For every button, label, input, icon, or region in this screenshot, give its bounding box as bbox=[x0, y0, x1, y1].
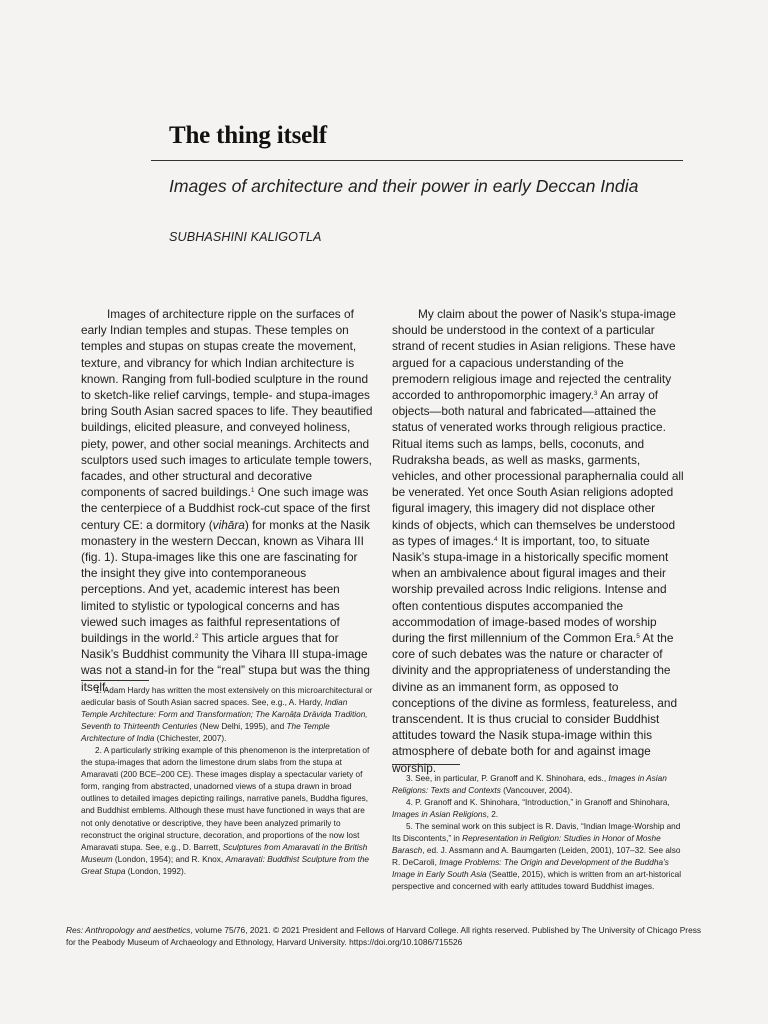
footnote-book-title: Image Problems: The Origin and Development of the Buddha’s Image in Early South Asia bbox=[392, 858, 669, 880]
body-text: My claim about the power of Nasik’s stupa-image should be understood in the context of a particular strand of recent studies in Asian religions. These have argued for a capacious understanding of the premodern religious image and rejected the centrality accorded to anthropomorphic imagery. bbox=[392, 307, 676, 403]
right-column-body bbox=[392, 306, 684, 776]
body-text: This article argues that for Nasik’s Buddhist community the Vihara III stupa-image was not a stand-in for the “real” stupa but was the thing itself. bbox=[81, 631, 371, 694]
footnote-rule bbox=[81, 680, 149, 681]
footnote-text: 2. A particularly striking example of this phenomenon is the interpretation of the stupa-images that adorn the limestone drum slabs from the stupa at Amaravati (200 BCE–200 CE). These images display a spectacular variety of form, ranging from abstracted, unadorned views of a stupa drawn in broad outlines to detailed images depicting railings, narrative panels, Buddha figures, and Buddhist emblems. Although these must have functioned in ways that are not only denotative or descriptive, they have been analyzed primarily to reconstruct the original structure, decoration, and proportions of the now lost Amaravati stupa. See, e.g., D. Barrett, bbox=[81, 746, 370, 852]
footnote-marker: 2 bbox=[194, 633, 199, 641]
footnote-book-title: Images in Asian Religions: Texts and Contexts bbox=[392, 774, 667, 796]
footnote-marker: 5 bbox=[636, 633, 640, 641]
footnote-book-title: Images in Asian Religions bbox=[392, 810, 487, 820]
journal-name: Res: Anthropology and aesthetics bbox=[66, 925, 191, 935]
footnotes-right bbox=[392, 773, 684, 893]
body-text: It is important, too, to situate Nasik’s stupa-image in a historically specific moment when an ambivalence about figural images and their worship prevailed across Indic religions. Intense and often contentious disputes accompanied the accommodation of image-based modes of worship during the first millennium of the Common Era. bbox=[392, 533, 669, 646]
footnote-book-title: Sculptures from Amaravati in the British Museum bbox=[81, 842, 368, 864]
body-text: An array of objects—both natural and fabricated—attained the status of venerated works through religious practice. Ritual items such as lamps, bells, coconuts, and Rudraksha beads, as well as masks, garments, vehicles, and other processional paraphernalia could all be venerated. Yet once South Asian religions adopted figural imagery, this imagery did not displace other kinds of objects, which can themselves be understood as types of images. bbox=[392, 388, 684, 548]
article-subtitle: Images of architecture and their power in early Deccan India bbox=[169, 176, 639, 196]
body-paragraph bbox=[392, 306, 684, 776]
body-text: At the core of such debates was the nature or character of divinity and the appropriateness of understanding the divine as an immanent form, as opposed to conceptions of the divine as formless, featureless, and transcendent. It is thus crucial to consider Buddhist attitudes toward the Nasik stupa-image within this atmosphere of debate both for and against image worship. bbox=[392, 631, 678, 775]
body-text: Images of architecture ripple on the surfaces of early Indian temples and stupas. These temples on temples and stupas on stupas create the movement, texture, and vibrancy for which Indian architecture is known. Ranging from full-bodied sculpture in the round to sketch-like relief carvings, temple- and stupa-images bring South Asian sacred spaces to life. They beautified buildings, elicited pleasure, and conveyed holiness, piety, power, and other social meanings. Architects and sculptors used such images to articulate temple towers, facades, and other structural and decorative components of sacred buildings. bbox=[81, 307, 373, 500]
footnote-marker: 1 bbox=[250, 487, 255, 495]
footnote-book-title: The Temple Architecture of India bbox=[81, 722, 330, 744]
footnote-text: , ed. J. Assmann and A. Baumgarten (Leiden, 2001), 107–32. See also R. DeCaroli, bbox=[392, 846, 681, 868]
footnote-book-title: Indian Temple Architecture: Form and Transformation; The Karṇāṭa Drāviḍa Tradition, Seventh to Thirteenth Centuries bbox=[81, 698, 368, 732]
body-text: ) for monks at the Nasik monastery in the western Deccan, known as Vihara III (fig. 1). Stupa-images like this one are fascinating for the insight they give into contemporaneous perceptions. And yet, academic interest has been limited to stylistic or typological concerns and has viewed such images as faithful representations of buildings in the world. bbox=[81, 517, 370, 646]
article-title: The thing itself bbox=[169, 122, 327, 149]
body-italic-term: vihāra bbox=[212, 517, 245, 532]
footnote-5 bbox=[392, 821, 684, 893]
footnote-2 bbox=[81, 745, 373, 878]
footnote-text: (New Delhi, 1995), and bbox=[197, 722, 287, 732]
article-author: SUBHASHINI KALIGOTLA bbox=[169, 230, 322, 244]
footnote-text: (London, 1954); and R. Knox, bbox=[112, 854, 226, 864]
footnote-text: , 2. bbox=[486, 810, 499, 820]
footnotes-left bbox=[81, 685, 373, 878]
footnote-marker: 4 bbox=[494, 535, 498, 543]
body-text: One such image was the centerpiece of a Buddhist rock-cut space of the first century CE: a dormitory ( bbox=[81, 485, 371, 532]
footnote-1 bbox=[81, 685, 373, 745]
footnote-book-title: Representation in Religion: Studies in Honor of Moshe Barasch bbox=[392, 834, 661, 856]
footnote-rule bbox=[392, 764, 460, 765]
footnote-3 bbox=[392, 773, 684, 797]
footnote-text: (Chichester, 2007). bbox=[154, 734, 227, 744]
footnote-text: 5. The seminal work on this subject is R. Davis, “Indian Image-Worship and Its Discontents,” in bbox=[392, 822, 681, 844]
footnote-text: 4. P. Granoff and K. Shinohara, “Introduction,” in Granoff and Shinohara, bbox=[406, 798, 670, 808]
title-rule bbox=[151, 160, 683, 161]
footnote-book-title: Amaravati: Buddhist Sculpture from the Great Stupa bbox=[81, 854, 369, 876]
footnote-text: 3. See, in particular, P. Granoff and K. Shinohara, eds., bbox=[406, 774, 609, 783]
footnote-text: (Seattle, 2015), which is written from an art-historical perspective and concerned with early attitudes toward Buddhist images. bbox=[392, 870, 682, 892]
left-column-body bbox=[81, 306, 373, 695]
footnote-marker: 3 bbox=[593, 390, 598, 398]
footnote-text: (London, 1992). bbox=[125, 866, 187, 876]
footnote-4 bbox=[392, 797, 684, 821]
journal-footer bbox=[66, 924, 706, 948]
footnote-text: (Vancouver, 2004). bbox=[500, 786, 573, 796]
body-paragraph bbox=[81, 306, 373, 695]
publication-details: , volume 75/76, 2021. © 2021 President and Fellows of Harvard College. All rights reserved. Published by The University of Chicago Press for the Peabody Museum of Archaeology and Ethnology, Harvard University. https://doi.org/10.1086/715526 bbox=[66, 925, 702, 948]
footnote-text: 1. Adam Hardy has written the most extensively on this microarchitectural or aedicular basis of South Asian sacred spaces. See, e.g., A. Hardy, bbox=[81, 686, 373, 708]
